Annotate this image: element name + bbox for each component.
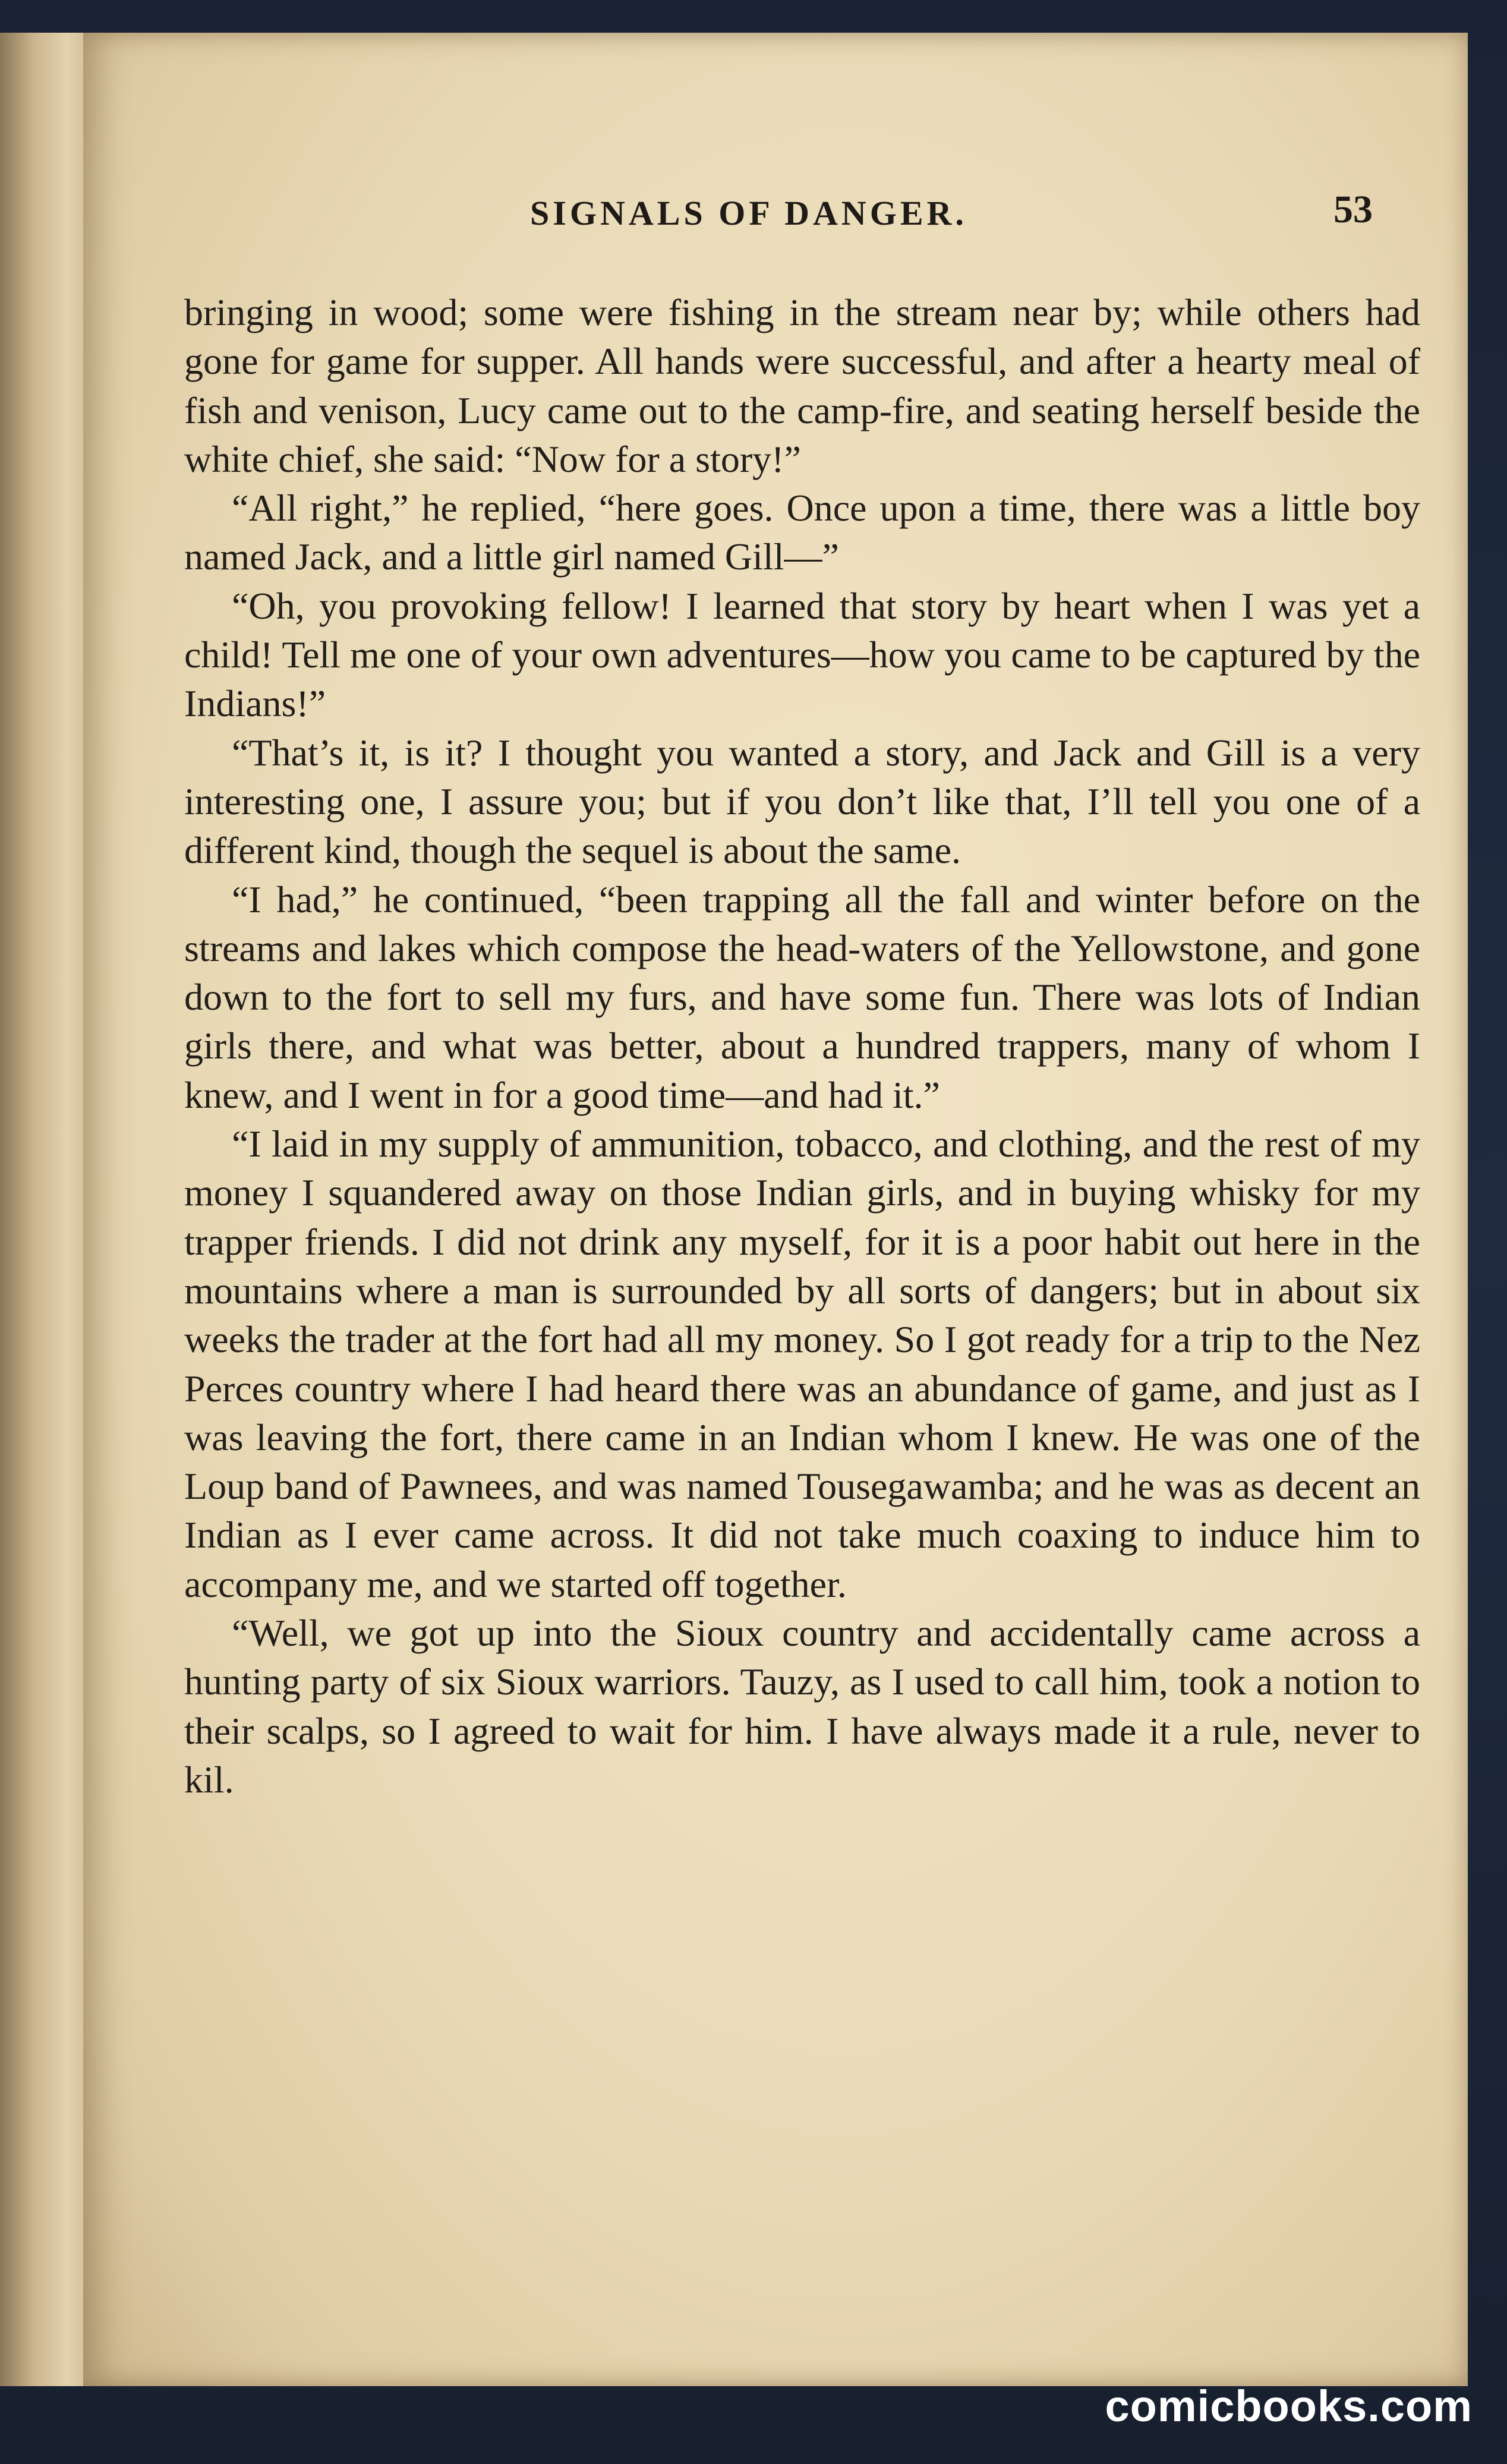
paragraph: “Oh, you provoking fellow! I learned that story by heart when I was yet a child! Tell me one of your own adventures—how you came to be captured by the Indians!” <box>184 584 1420 725</box>
book-page <box>83 33 1468 2386</box>
paragraph: bringing in wood; some were fishing in the stream near by; while others had gone for game for supper. All hands were successful, and after a hearty meal of fish and venison, Lucy came out to the camp-fire, and seating herself beside the white chief, she said: “Now for a story!” <box>184 291 1420 480</box>
running-head: SIGNALS OF DANGER. <box>530 194 967 232</box>
previous-page-edge <box>0 33 87 2386</box>
paragraph: “That’s it, is it? I thought you wanted a story, and Jack and Gill is a very interesting one, I assure you; but if you don’t like that, I’ll tell you one of a different kind, though the sequel is about the same. <box>184 731 1420 872</box>
page-number: 53 <box>1333 188 1373 231</box>
site-watermark: comicbooks.com <box>1105 2381 1473 2431</box>
paragraph: “I laid in my supply of ammunition, tobacco, and clothing, and the rest of my money I squandered away on those Indian girls, and in buying whisky for my trapper friends. I did not drink any myself, for it is a poor habit out here in the mountains where a man is surrounded by all sorts of dangers; but in about six weeks the trader at the fort had all my money. So I got ready for a trip to the Nez Perces country where I had heard there was an abundance of game, and just as I was leaving the fort, there came in an Indian whom I knew. He was one of the Loup band of Pawnees, and was named Tousegawamba; and he was as decent an Indian as I ever came across. It did not take much coaxing to induce him to accompany me, and we started off together. <box>184 1123 1420 1605</box>
paragraph: “I had,” he continued, “been trapping all the fall and winter before on the streams and lakes which compose the head-waters of the Yellowstone, and gone down to the fort to sell my furs, and have some fun. There was lots of Indian girls there, and what was better, about a hundred trappers, many of whom I knew, and I went in for a good time—and had it.” <box>184 878 1420 1116</box>
page-body <box>184 288 1420 1804</box>
paragraph: “Well, we got up into the Sioux country and accidentally came across a hunting party of six Sioux warriors. Tauzy, as I used to call him, took a notion to their scalps, so I agreed to wait for him. I have always made it a rule, never to kil. <box>184 1612 1420 1801</box>
paragraph: “All right,” he replied, “here goes. Once upon a time, there was a little boy named Jack, and a little girl named Gill—” <box>184 487 1420 578</box>
